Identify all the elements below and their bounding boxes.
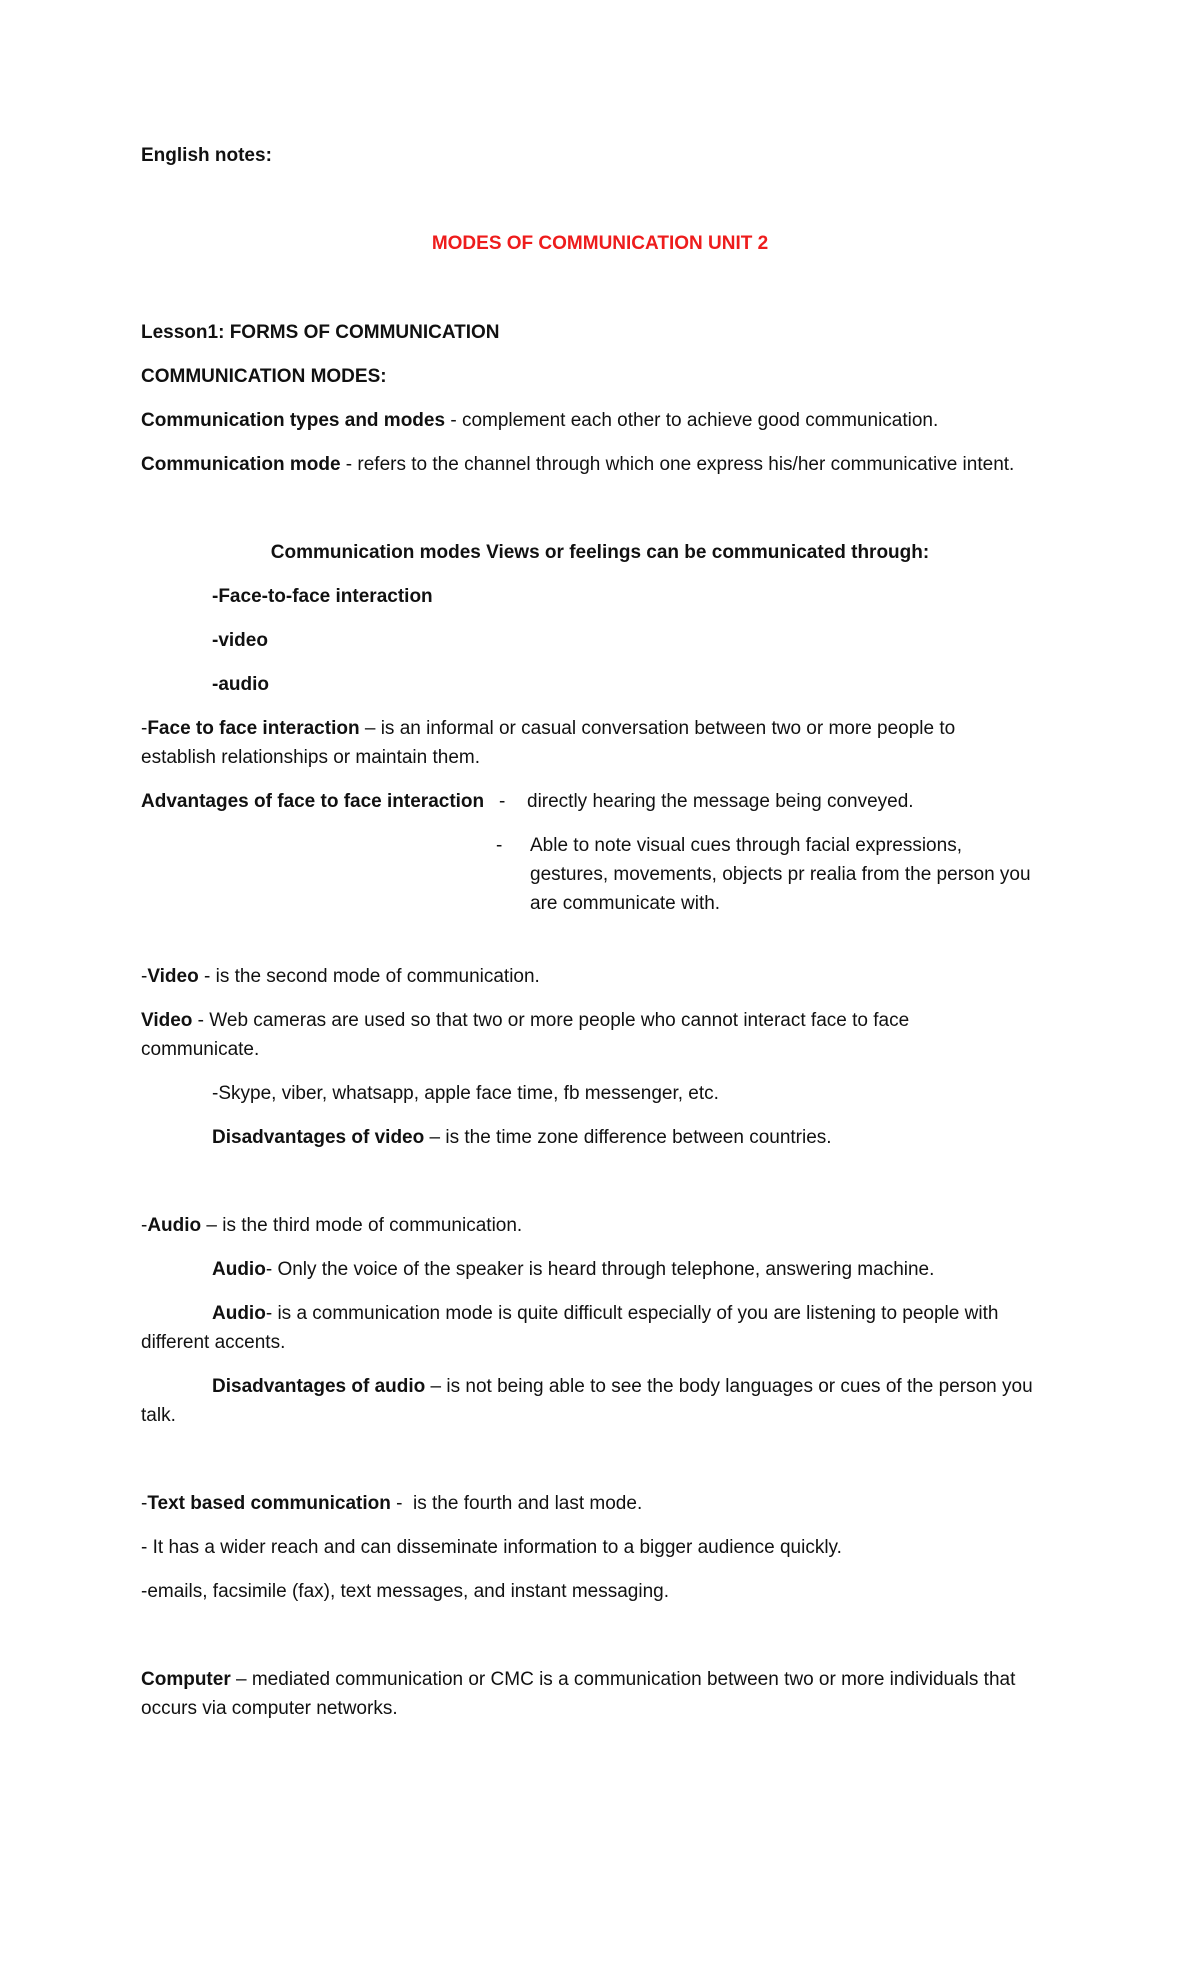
video-disadvantages: Disadvantages of video – is the time zone difference between countries. [212,1127,832,1148]
bullet-dash: - [496,835,503,856]
computer-definition-cont: occurs via computer networks. [141,1698,398,1719]
audio-difficulty: Audio- is a communication mode is quite difficult especially of you are listening to people with [212,1303,999,1324]
text-based-examples: -emails, facsimile (fax), text messages, and instant messaging. [141,1581,669,1602]
audio-disadvantages: Disadvantages of audio – is not being able to see the body languages or cues of the person you [212,1376,1033,1397]
header-label: English notes: [141,145,272,166]
advantage-item: Able to note visual cues through facial expressions, [530,835,962,856]
advantage-item-cont: gestures, movements, objects pr realia from the person you [530,864,1031,885]
modes-list-item: -audio [212,674,269,695]
modes-list-item: -Face-to-face interaction [212,586,433,607]
face-to-face-definition: -Face to face interaction – is an informal or casual conversation between two or more people to [141,718,956,739]
text-based-intro: -Text based communication - is the fourth and last mode. [141,1493,643,1514]
definition-communication-types: Communication types and modes - complement each other to achieve good communication. [141,410,939,431]
audio-disadvantages-cont: talk. [141,1405,176,1426]
audio-definition: Audio- Only the voice of the speaker is heard through telephone, answering machine. [212,1259,935,1280]
audio-difficulty-cont: different accents. [141,1332,286,1353]
bullet-dash: - [499,791,506,812]
advantages-label: Advantages of face to face interaction [141,791,485,812]
video-apps: -Skype, viber, whatsapp, apple face time, fb messenger, etc. [212,1083,719,1104]
document-title: MODES OF COMMUNICATION UNIT 2 [431,233,769,254]
modes-list-item: -video [212,630,268,651]
lesson-heading: Lesson1: FORMS OF COMMUNICATION [141,322,500,343]
advantage-item-cont: are communicate with. [530,893,721,914]
audio-intro: -Audio – is the third mode of communication. [141,1215,523,1236]
face-to-face-definition-cont: establish relationships or maintain them. [141,747,481,768]
section-heading: COMMUNICATION MODES: [141,366,387,387]
definition-communication-mode: Communication mode - refers to the channel through which one express his/her communicative intent. [141,454,1015,475]
video-definition: Video - Web cameras are used so that two or more people who cannot interact face to face [141,1010,910,1031]
video-definition-cont: communicate. [141,1039,260,1060]
advantage-item: directly hearing the message being conveyed. [527,791,914,812]
modes-heading: Communication modes Views or feelings can be communicated through: [270,542,930,563]
computer-definition: Computer – mediated communication or CMC is a communication between two or more individuals that [141,1669,1016,1690]
video-intro: -Video - is the second mode of communication. [141,966,540,987]
text-based-reach: - It has a wider reach and can disseminate information to a bigger audience quickly. [141,1537,842,1558]
